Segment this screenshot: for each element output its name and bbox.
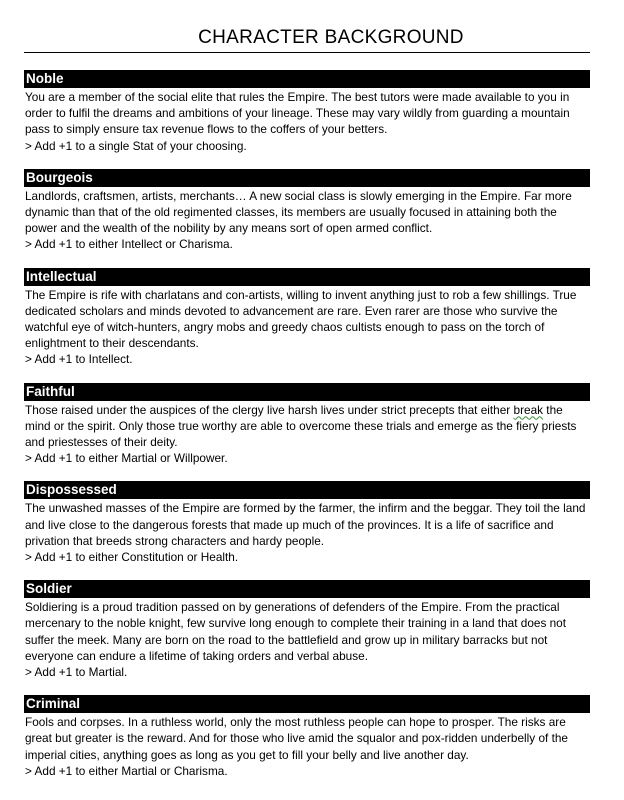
section-intellectual xyxy=(24,268,590,368)
section-bonus: > Add +1 to either Martial or Charisma. xyxy=(25,763,228,778)
section-header-intellectual: Intellectual xyxy=(24,268,590,286)
section-bonus: > Add +1 to either Constitution or Health. xyxy=(25,550,239,565)
section-dispossessed xyxy=(24,481,590,565)
section-bonus: > Add +1 to either Intellect or Charisma. xyxy=(25,237,233,252)
spellcheck-flagged-word: break xyxy=(513,402,544,417)
section-faithful xyxy=(24,383,590,467)
section-bonus: > Add +1 to a single Stat of your choosing. xyxy=(25,138,247,153)
section-bonus: > Add +1 to Intellect. xyxy=(25,352,133,367)
section-description: The unwashed masses of the Empire are formed by the farmer, the infirm and the beggar. They toil the land and live close to the dangerous forests that made up much of the provinces. It is a life of sacrifice and privation that breeds strong characters and hardy people. xyxy=(25,501,586,548)
section-body-faithful xyxy=(24,402,590,467)
section-description: The Empire is rife with charlatans and con-artists, willing to invent anything just to rob a few shillings. True dedicated scholars and minds devoted to advancement are rare. Even rarer are those who survive the watchful eye of witch-hunters, angry mobs and greedy chaos cultists enough to pass on the torch of enlightment to their descendants. xyxy=(25,287,577,351)
page-title: CHARACTER BACKGROUND xyxy=(198,27,464,48)
description-text: Those raised under the auspices of the clergy live harsh lives under strict precepts that either xyxy=(25,402,514,417)
section-bonus: > Add +1 to Martial. xyxy=(25,665,128,680)
section-bonus: > Add +1 to either Martial or Willpower. xyxy=(25,451,228,466)
section-body-criminal xyxy=(24,714,590,779)
section-description: Fools and corpses. In a ruthless world, only the most ruthless people can hope to prosper. The risks are great but greater is the reward. And for those who live amid the squalor and pox-ridden underbelly of the imperial cities, anything goes as long as you get to fill your belly and live another day. xyxy=(25,715,568,762)
section-description: Soldiering is a proud tradition passed on by generations of defenders of the Empire. From the practical mercenary to the noble knight, few survive long enough to complete their training in a land that does not suffer the meek. Many are born on the road to the battlefield and grow up in military barracks but not everyone can endure a lifetime of taking orders and verbal abuse. xyxy=(25,600,567,663)
section-noble xyxy=(24,70,590,154)
section-body-intellectual xyxy=(24,287,590,368)
section-body-bourgeois xyxy=(24,188,590,253)
section-bourgeois xyxy=(24,169,590,253)
document-page xyxy=(24,0,590,794)
section-criminal xyxy=(24,695,590,779)
section-header-bourgeois: Bourgeois xyxy=(24,169,590,187)
section-header-noble: Noble xyxy=(24,70,590,88)
section-body-dispossessed xyxy=(24,500,590,565)
section-header-faithful: Faithful xyxy=(24,383,590,401)
section-description: You are a member of the social elite that rules the Empire. The best tutors were made available to you in order to fulfil the dreams and ambitions of your lineage. These may vary wildly from guarding a mountain pass to simply ensure tax revenue flows to the coffers of your betters. xyxy=(25,90,570,137)
section-header-dispossessed: Dispossessed xyxy=(24,481,590,499)
section-body-soldier xyxy=(24,599,590,680)
description-text: the mind or the spirit. Only those true worthy are able to overcome these trials and emerge as the fiery priests and priestesses of their deity. xyxy=(25,402,577,450)
section-description: Landlords, craftsmen, artists, merchants… A new social class is slowly emerging in the Empire. Far more dynamic than that of the old regimented classes, its members are usually focused in attaining both the power and the wealth of the nobility by any means sort of open armed conflict. xyxy=(25,188,572,236)
section-body-noble xyxy=(24,89,590,154)
section-header-criminal: Criminal xyxy=(24,695,590,713)
section-header-soldier: Soldier xyxy=(24,580,590,598)
title-divider xyxy=(24,52,590,53)
section-soldier xyxy=(24,580,590,680)
section-description xyxy=(25,402,590,451)
